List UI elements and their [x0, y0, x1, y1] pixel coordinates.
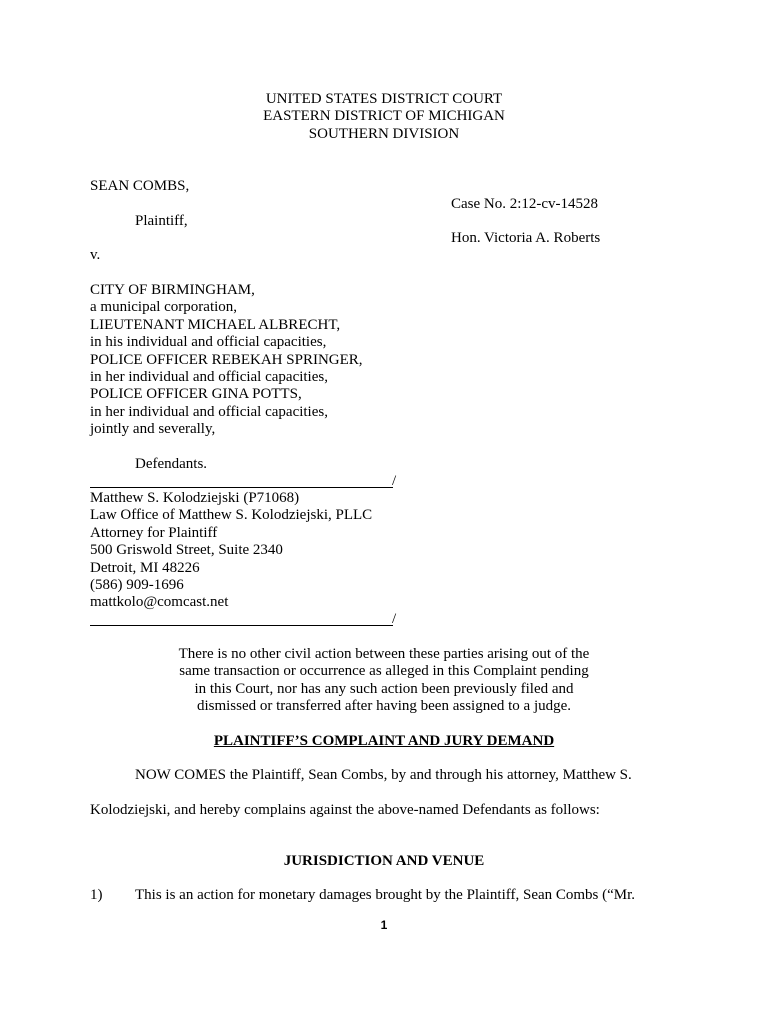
- intro-line-1: NOW COMES the Plaintiff, Sean Combs, by and through his attorney, Matthew S.: [135, 767, 632, 783]
- defendant-line: in his individual and official capacities,: [90, 334, 327, 351]
- separator-rule: [90, 625, 393, 626]
- separator-rule: [90, 487, 393, 488]
- defendant-line: POLICE OFFICER GINA POTTS,: [90, 386, 302, 403]
- defendant-line: in her individual and official capacities,: [90, 403, 328, 420]
- defendants-role: Defendants.: [135, 456, 208, 472]
- defendant-line: jointly and severally,: [90, 421, 216, 438]
- case-number: Case No. 2:12-cv-14528: [451, 196, 599, 212]
- notice-line: dismissed or transferred after having been assigned to a judge.: [196, 698, 572, 715]
- section-heading-text: JURISDICTION AND VENUE: [283, 853, 485, 869]
- intro-line-2: Kolodziejski, and hereby complains against the above-named Defendants as follows:: [90, 802, 600, 818]
- plaintiff-role: Plaintiff,: [135, 213, 188, 229]
- complaint-title: [0, 733, 768, 750]
- attorney-email: mattkolo@comcast.net: [90, 594, 229, 611]
- related-action-notice: [150, 646, 618, 716]
- attorney-block: [90, 490, 372, 612]
- defendant-line: a municipal corporation,: [90, 299, 238, 316]
- page-number: [0, 917, 768, 934]
- attorney-line: (586) 909-1696: [90, 577, 184, 594]
- defendant-line: LIEUTENANT MICHAEL ALBRECHT,: [90, 316, 341, 333]
- notice-line: in this Court, nor has any such action been previously filed and: [194, 680, 574, 697]
- attorney-line: Detroit, MI 48226: [90, 559, 200, 576]
- separator-slash: /: [392, 473, 397, 489]
- notice-line: There is no other civil action between these parties arising out of the: [178, 646, 590, 662]
- complaint-title-text: PLAINTIFF’S COMPLAINT AND JURY DEMAND: [213, 733, 555, 749]
- defendants-list: [90, 282, 363, 439]
- attorney-line: Matthew S. Kolodziejski (P71068): [90, 490, 300, 506]
- section-heading: [0, 853, 768, 870]
- attorney-line: Attorney for Plaintiff: [90, 524, 218, 541]
- plaintiff-name: SEAN COMBS,: [90, 178, 190, 194]
- versus: v.: [90, 247, 101, 263]
- attorney-line: 500 Griswold Street, Suite 2340: [90, 542, 283, 559]
- attorney-line: Law Office of Matthew S. Kolodziejski, PLLC: [90, 507, 373, 524]
- paragraph-number: 1): [90, 887, 103, 903]
- defendant-line: CITY OF BIRMINGHAM,: [90, 282, 255, 298]
- court-division: SOUTHERN DIVISION: [308, 125, 460, 142]
- defendant-line: POLICE OFFICER REBEKAH SPRINGER,: [90, 351, 363, 368]
- judge-name: Hon. Victoria A. Roberts: [451, 230, 601, 246]
- page-number-text: 1: [380, 918, 388, 932]
- defendant-line: in her individual and official capacities,: [90, 369, 328, 386]
- court-caption: [0, 91, 768, 143]
- court-name: UNITED STATES DISTRICT COURT: [265, 91, 503, 107]
- court-district: EASTERN DISTRICT OF MICHIGAN: [263, 108, 505, 125]
- notice-line: same transaction or occurrence as alleged in this Complaint pending: [179, 663, 589, 680]
- separator-slash: /: [392, 611, 397, 627]
- paragraph-text: This is an action for monetary damages brought by the Plaintiff, Sean Combs (“Mr.: [135, 887, 636, 903]
